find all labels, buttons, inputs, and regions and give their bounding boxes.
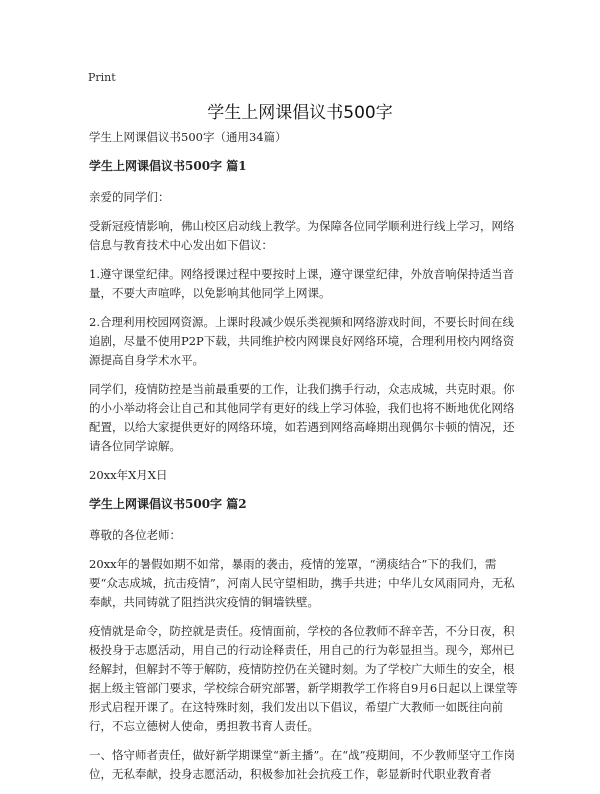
section1-paragraph-3: 2.合理利用校园网资源。上课时段减少娱乐类视频和网络游戏时间，不要长时间在线追剧，尽量不使用P2P下载，共同维护校内网课良好网络环境，合理利用校内网络资源提高自身学术水平。 [89,315,515,367]
print-label[interactable]: Print [88,71,116,84]
section2-paragraph-2: 疫情就是命令，防控就是责任。疫情面前，学校的各位教师不辞辛苦，不分日夜，积极投身于志愿活动，用自己的行动诠释责任，用自己的行为彰显担当。现今，郑州已经解封，但解封不等于解防，疫情防控仍在关键时刻。为了学校广大师生的安全，根据上级主管部门要求，学校综合研究部署，新学期教学工作将自9月6日起以上课堂等形式启程开课了。在这特殊时刻，我们发出以下倡议，希望广大教师一如既往向前行，不忘立德树人使命，勇担教书育人责任。 [89,624,518,733]
section2-greeting: 尊敬的各位老师： [89,528,181,542]
section2-paragraph-1: 20xx年的暑假如期不如常，暴雨的袭击，疫情的笼罩，“湧痰结合”下的我们，需要“众志成城，抗击疫情”，河南人民守望相助，携手共进；中华儿女风雨同舟，无私奉献，共同铸就了阻挡洪灾疫情的铜墙铁壁。 [89,557,515,609]
document-title: 学生上网课倡议书500字 [207,103,393,123]
section2-heading: 学生上网课倡议书500字 篇2 [89,497,247,511]
section1-paragraph-4: 同学们，疫情防控是当前最重要的工作，让我们携手行动，众志成城，共克时艰。你的小小举动将会让自己和其他同学有更好的线上学习体验，我们也将不断地优化网络配置，以给大家提供更好的网络环境，如若遇到网络高峰期出现偶尔卡顿的情况，还请各位同学谅解。 [89,382,515,453]
document-body [89,128,519,794]
document-subtitle: 学生上网课倡议书500字（通用34篇） [89,130,287,144]
section1-date: 20xx年X月X日 [89,468,168,482]
section1-paragraph-1: 受新冠疫情影响，佛山校区启动线上教学。为保障各位同学顺利进行线上学习，网络信息与教育技术中心发出如下倡议： [89,219,515,252]
section2-paragraph-3: 一、恪守师者责任，做好新学期课堂“新主播”。在“战”疫期间，不少教师坚守工作岗位，无私奉献，投身志愿活动，积极参加社会抗疫工作，彰显新时代职业教育者 [89,748,516,781]
section1-heading: 学生上网课倡议书500字 篇1 [89,159,247,173]
section1-greeting: 亲爱的同学们： [89,190,170,204]
section1-paragraph-2: 1.遵守课堂纪律。网络授课过程中要按时上课，遵守课堂纪律，外放音响保持适当音量，不要大声喧哗，以免影响其他同学上网课。 [89,267,514,300]
